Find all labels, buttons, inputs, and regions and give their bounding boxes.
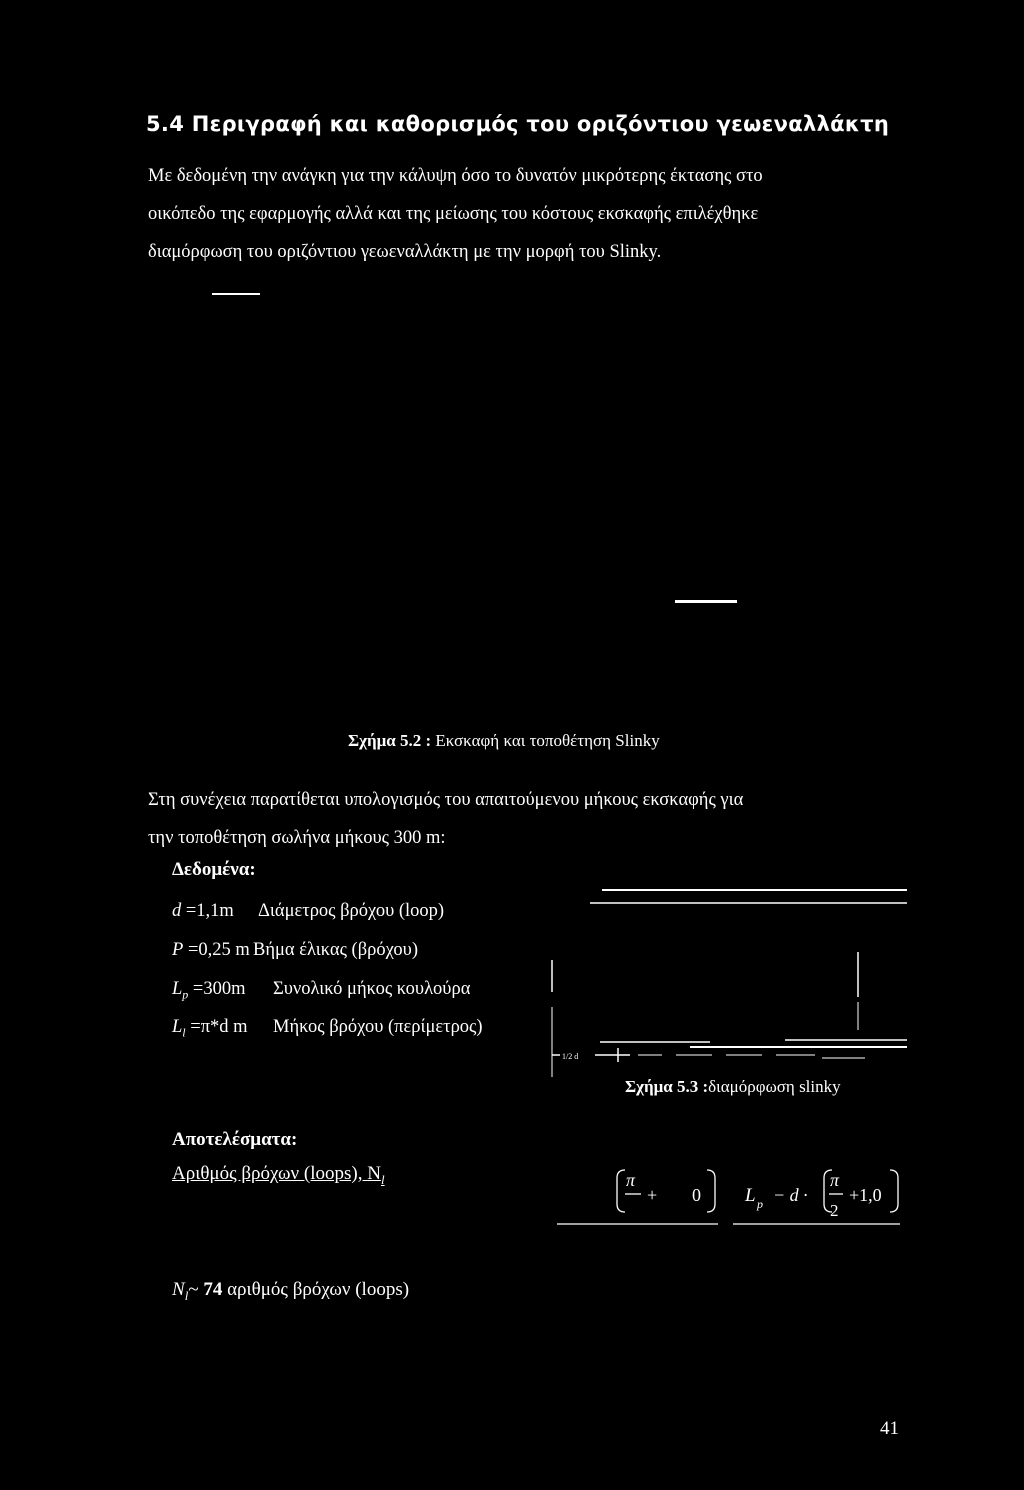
intro-line: Με δεδομένη την ανάγκη για την κάλυψη όσο το δυνατόν μικρότερης έκτασης στο xyxy=(148,166,763,186)
formula-p: p xyxy=(757,1197,763,1211)
given-value: =300m xyxy=(188,979,246,999)
formula-paren xyxy=(617,1170,625,1212)
diagram-dim-label: 1/2 d xyxy=(562,1052,579,1061)
given-symbol: P xyxy=(172,940,184,960)
section-title: Περιγραφή και καθορισμός του οριζόντιου γεωεναλλάκτη xyxy=(191,112,890,136)
given-row xyxy=(172,1017,483,1041)
loops-label xyxy=(172,1163,385,1188)
given-description: Συνολικό μήκος κουλούρα xyxy=(273,979,471,999)
calc-paragraph xyxy=(148,781,878,857)
formula-paren xyxy=(707,1170,715,1212)
answer-tilde: ~ xyxy=(188,1279,199,1300)
given-row xyxy=(172,901,445,922)
given-value: =1,1m xyxy=(181,901,234,921)
calc-line: την τοποθέτηση σωλήνα μήκους 300 m: xyxy=(148,828,446,848)
formula-zero: 0 xyxy=(692,1185,701,1205)
given-description: Βήμα έλικας (βρόχου) xyxy=(253,940,418,960)
given-value: =0,25 m xyxy=(183,940,250,960)
figure-5-2-label: Σχήμα 5.2 : xyxy=(348,731,432,750)
figure-5-3-diagram xyxy=(540,882,920,1082)
given-subscript: l xyxy=(182,1025,186,1040)
given-description: Διάμετρος βρόχου (loop) xyxy=(258,901,445,921)
given-description: Μήκος βρόχου (περίμετρος) xyxy=(273,1017,483,1037)
section-heading xyxy=(146,112,889,136)
figure-rule xyxy=(675,600,737,603)
results-title: Αποτελέσματα: xyxy=(172,1129,298,1150)
formula-L: L xyxy=(745,1185,756,1206)
formula-plus: + xyxy=(647,1185,658,1205)
figure-rule xyxy=(212,293,260,295)
formula-tail: +1,0 xyxy=(849,1185,882,1205)
formula-paren xyxy=(890,1170,898,1212)
formula-two: 2 xyxy=(830,1201,839,1220)
given-symbol: L xyxy=(172,979,183,999)
given-value: =π*d m xyxy=(185,1017,248,1037)
givens-title: Δεδομένα: xyxy=(172,859,256,880)
given-row xyxy=(172,940,418,961)
figure-5-3-text: διαμόρφωση slinky xyxy=(708,1077,841,1096)
loops-label-text: Αριθμός βρόχων (loops), N xyxy=(172,1163,381,1184)
section-number: 5.4 xyxy=(146,112,185,136)
answer-value: 74 xyxy=(198,1279,223,1300)
figure-5-3-caption xyxy=(625,1077,841,1097)
formula-pi: π xyxy=(830,1170,840,1190)
given-row xyxy=(172,979,471,1003)
intro-line: διαμόρφωση του οριζόντιου γεωεναλλάκτη με την μορφή του Slinky. xyxy=(148,242,662,262)
intro-line: οικόπεδο της εφαρμογής αλλά και της μείωσης του κόστους εκσκαφής επιλέχθηκε xyxy=(148,204,759,224)
calc-line: Στη συνέχεια παρατίθεται υπολογισμός του απαιτούμενου μήκους εκσκαφής για xyxy=(148,790,744,810)
formula-minus-d: − d · xyxy=(773,1185,808,1205)
loops-answer xyxy=(172,1279,409,1304)
answer-symbol: N xyxy=(172,1279,185,1300)
page-number: 41 xyxy=(880,1418,899,1439)
figure-5-2-text: Εκσκαφή και τοποθέτηση Slinky xyxy=(435,731,660,750)
answer-text: αριθμός βρόχων (loops) xyxy=(222,1279,410,1300)
formula-pi: π xyxy=(626,1170,636,1190)
answer-subscript: l xyxy=(184,1287,189,1303)
given-symbol: L xyxy=(172,1017,183,1037)
loops-label-sub: l xyxy=(380,1171,385,1187)
loops-formula xyxy=(555,1158,915,1228)
given-symbol: d xyxy=(172,901,182,921)
figure-5-3-label: Σχήμα 5.3 : xyxy=(625,1077,709,1096)
intro-paragraph xyxy=(148,157,878,271)
figure-5-2-caption xyxy=(348,731,660,751)
given-subscript: p xyxy=(182,987,189,1002)
